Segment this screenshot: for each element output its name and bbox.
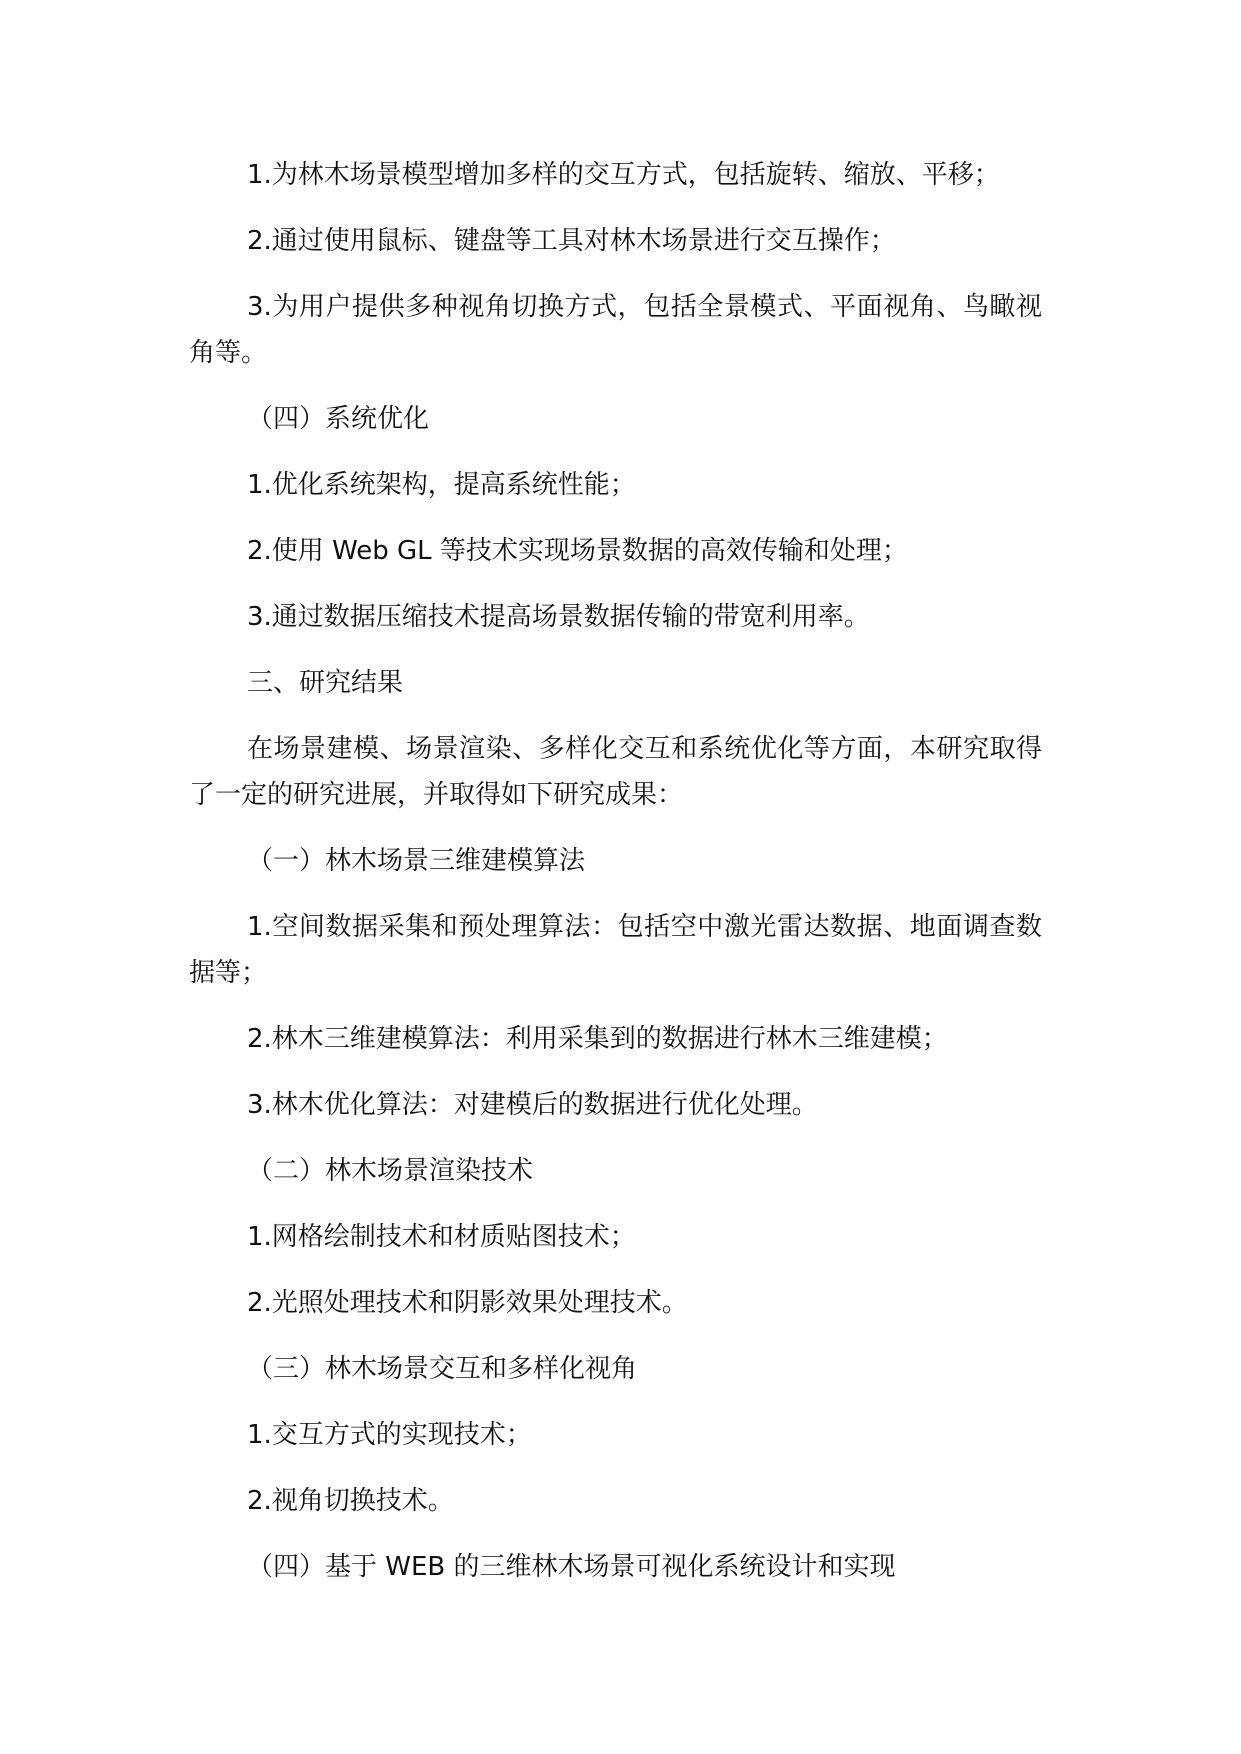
list-item-webgl: 2.使用 Web GL 等技术实现场景数据的高效传输和处理； xyxy=(247,536,908,566)
list-item-interaction-modes: 1.为林木场景模型增加多样的交互方式，包括旋转、缩放、平移； xyxy=(247,160,1000,190)
list-item-lighting-shadow: 2.光照处理技术和阴影效果处理技术。 xyxy=(247,1288,688,1318)
list-item-view-switch-tech: 2.视角切换技术。 xyxy=(247,1486,454,1516)
section-heading-system-optimization: （四）系统优化 xyxy=(247,404,430,434)
list-item-optimization-algorithm: 3.林木优化算法：对建模后的数据进行优化处理。 xyxy=(247,1090,818,1120)
list-item-view-switching: 3.为用户提供多种视角切换方式，包括全景模式、平面视角、鸟瞰视角等。 xyxy=(189,292,1042,368)
results-intro-paragraph: 在场景建模、场景渲染、多样化交互和系统优化等方面，本研究取得了一定的研究进展，并取得如下研究成果： xyxy=(189,734,1042,810)
document-body xyxy=(189,152,1042,1590)
list-item-architecture: 1.优化系统架构，提高系统性能； xyxy=(247,470,636,500)
list-item-compression: 3.通过数据压缩技术提高场景数据传输的带宽利用率。 xyxy=(247,602,870,632)
list-item-3d-modeling: 2.林木三维建模算法：利用采集到的数据进行林木三维建模； xyxy=(247,1024,948,1054)
chapter-heading-results: 三、研究结果 xyxy=(247,668,404,698)
section-heading-web-system: （四）基于 WEB 的三维林木场景可视化系统设计和实现 xyxy=(247,1552,896,1582)
list-item-data-acquisition: 1.空间数据采集和预处理算法：包括空中激光雷达数据、地面调查数据等； xyxy=(189,912,1042,988)
list-item-interaction-tech: 1.交互方式的实现技术； xyxy=(247,1420,532,1450)
section-heading-rendering: （二）林木场景渲染技术 xyxy=(247,1156,534,1186)
list-item-mesh-texture: 1.网格绘制技术和材质贴图技术； xyxy=(247,1222,636,1252)
list-item-input-devices: 2.通过使用鼠标、键盘等工具对林木场景进行交互操作； xyxy=(247,226,896,256)
section-heading-interaction-views: （三）林木场景交互和多样化视角 xyxy=(247,1354,638,1384)
section-heading-modeling-algorithm: （一）林木场景三维建模算法 xyxy=(247,846,586,876)
